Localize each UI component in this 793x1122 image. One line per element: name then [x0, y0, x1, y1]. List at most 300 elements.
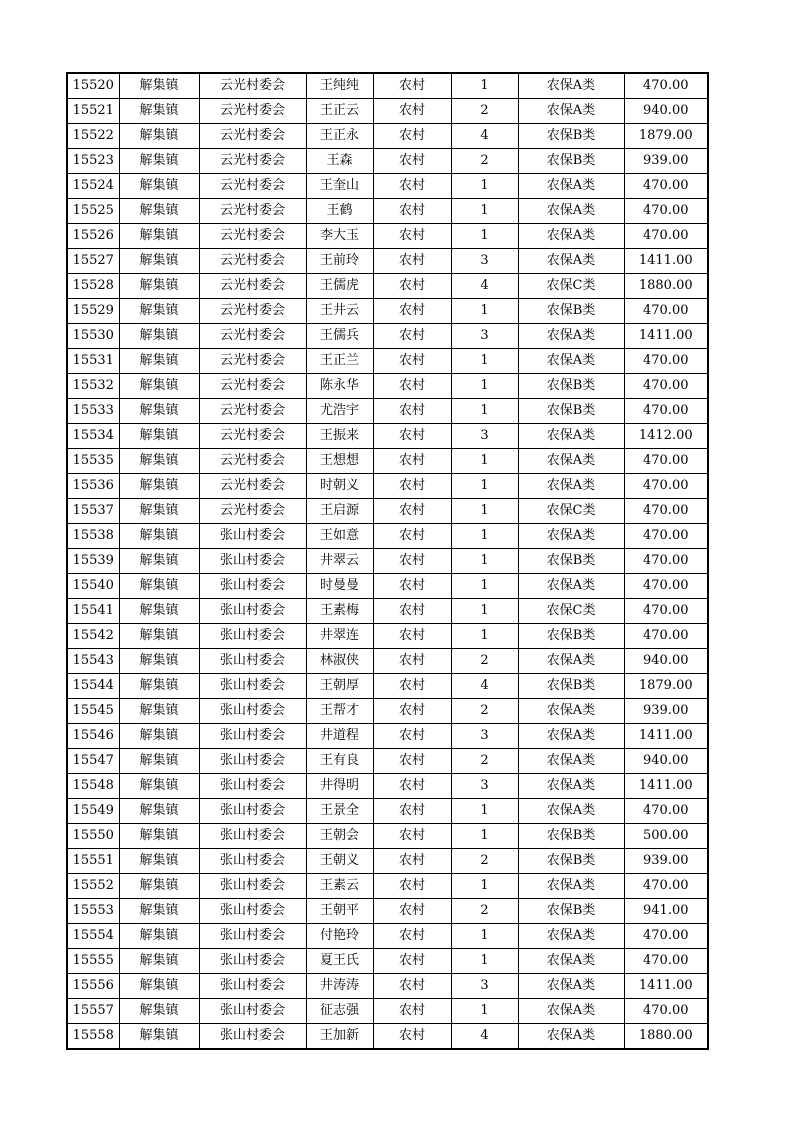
household-size-cell: 1: [451, 799, 518, 824]
insurance-category-cell: 农保A类: [518, 724, 624, 749]
village-committee-cell: 张山村委会: [199, 674, 306, 699]
household-size-cell: 1: [451, 474, 518, 499]
village-committee-cell: 张山村委会: [199, 624, 306, 649]
household-size-cell: 2: [451, 649, 518, 674]
residence-type-cell: 农村: [373, 949, 451, 974]
household-size-cell: 1: [451, 599, 518, 624]
town-cell: 解集镇: [119, 124, 199, 149]
person-name-cell: 王想想: [306, 449, 373, 474]
person-name-cell: 王素梅: [306, 599, 373, 624]
household-size-cell: 4: [451, 674, 518, 699]
village-committee-cell: 云光村委会: [199, 73, 306, 99]
village-committee-cell: 云光村委会: [199, 399, 306, 424]
table-row: [67, 224, 708, 249]
residence-type-cell: 农村: [373, 174, 451, 199]
household-size-cell: 2: [451, 899, 518, 924]
amount-cell: 470.00: [624, 949, 708, 974]
town-cell: 解集镇: [119, 574, 199, 599]
table-row: [67, 449, 708, 474]
record-number-cell: 15521: [67, 99, 119, 124]
record-number-cell: 15548: [67, 774, 119, 799]
amount-cell: 470.00: [624, 73, 708, 99]
town-cell: 解集镇: [119, 649, 199, 674]
insurance-category-cell: 农保A类: [518, 924, 624, 949]
town-cell: 解集镇: [119, 799, 199, 824]
residence-type-cell: 农村: [373, 824, 451, 849]
residence-type-cell: 农村: [373, 449, 451, 474]
town-cell: 解集镇: [119, 599, 199, 624]
village-committee-cell: 张山村委会: [199, 549, 306, 574]
town-cell: 解集镇: [119, 374, 199, 399]
table-row: [67, 824, 708, 849]
person-name-cell: 王鹤: [306, 199, 373, 224]
table-row: [67, 649, 708, 674]
village-committee-cell: 云光村委会: [199, 274, 306, 299]
insurance-category-cell: 农保A类: [518, 774, 624, 799]
town-cell: 解集镇: [119, 1024, 199, 1050]
village-committee-cell: 张山村委会: [199, 824, 306, 849]
amount-cell: 470.00: [624, 299, 708, 324]
record-number-cell: 15550: [67, 824, 119, 849]
amount-cell: 1411.00: [624, 249, 708, 274]
town-cell: 解集镇: [119, 974, 199, 999]
record-number-cell: 15536: [67, 474, 119, 499]
insurance-category-cell: 农保A类: [518, 174, 624, 199]
insurance-category-cell: 农保A类: [518, 999, 624, 1024]
insurance-category-cell: 农保A类: [518, 649, 624, 674]
person-name-cell: 王景全: [306, 799, 373, 824]
table-row: [67, 724, 708, 749]
insurance-category-cell: 农保C类: [518, 599, 624, 624]
residence-type-cell: 农村: [373, 374, 451, 399]
amount-cell: 470.00: [624, 999, 708, 1024]
village-committee-cell: 张山村委会: [199, 974, 306, 999]
person-name-cell: 井得明: [306, 774, 373, 799]
table-row: [67, 174, 708, 199]
residence-type-cell: 农村: [373, 699, 451, 724]
insurance-category-cell: 农保A类: [518, 73, 624, 99]
amount-cell: 470.00: [624, 524, 708, 549]
household-size-cell: 2: [451, 699, 518, 724]
insurance-category-cell: 农保A类: [518, 449, 624, 474]
town-cell: 解集镇: [119, 699, 199, 724]
household-size-cell: 1: [451, 924, 518, 949]
table-row: [67, 124, 708, 149]
person-name-cell: 征志强: [306, 999, 373, 1024]
household-size-cell: 1: [451, 999, 518, 1024]
amount-cell: 470.00: [624, 574, 708, 599]
amount-cell: 941.00: [624, 899, 708, 924]
record-number-cell: 15546: [67, 724, 119, 749]
household-size-cell: 1: [451, 524, 518, 549]
town-cell: 解集镇: [119, 774, 199, 799]
insurance-category-cell: 农保B类: [518, 124, 624, 149]
amount-cell: 470.00: [624, 799, 708, 824]
town-cell: 解集镇: [119, 73, 199, 99]
insurance-category-cell: 农保A类: [518, 324, 624, 349]
household-size-cell: 1: [451, 449, 518, 474]
household-size-cell: 3: [451, 249, 518, 274]
record-number-cell: 15552: [67, 874, 119, 899]
village-committee-cell: 云光村委会: [199, 449, 306, 474]
town-cell: 解集镇: [119, 199, 199, 224]
table-row: [67, 699, 708, 724]
person-name-cell: 陈永华: [306, 374, 373, 399]
town-cell: 解集镇: [119, 824, 199, 849]
residence-type-cell: 农村: [373, 649, 451, 674]
amount-cell: 470.00: [624, 874, 708, 899]
amount-cell: 1411.00: [624, 724, 708, 749]
household-size-cell: 4: [451, 274, 518, 299]
table-row: [67, 999, 708, 1024]
village-committee-cell: 云光村委会: [199, 349, 306, 374]
household-size-cell: 2: [451, 99, 518, 124]
household-size-cell: 4: [451, 124, 518, 149]
village-committee-cell: 张山村委会: [199, 924, 306, 949]
record-number-cell: 15556: [67, 974, 119, 999]
amount-cell: 470.00: [624, 499, 708, 524]
person-name-cell: 井道程: [306, 724, 373, 749]
record-number-cell: 15530: [67, 324, 119, 349]
household-size-cell: 2: [451, 749, 518, 774]
person-name-cell: 王森: [306, 149, 373, 174]
village-committee-cell: 云光村委会: [199, 374, 306, 399]
residence-type-cell: 农村: [373, 199, 451, 224]
town-cell: 解集镇: [119, 749, 199, 774]
village-committee-cell: 云光村委会: [199, 299, 306, 324]
household-size-cell: 1: [451, 73, 518, 99]
person-name-cell: 林淑侠: [306, 649, 373, 674]
town-cell: 解集镇: [119, 474, 199, 499]
record-number-cell: 15549: [67, 799, 119, 824]
table-row: [67, 949, 708, 974]
village-committee-cell: 张山村委会: [199, 1024, 306, 1050]
table-row: [67, 199, 708, 224]
household-size-cell: 1: [451, 349, 518, 374]
amount-cell: 470.00: [624, 174, 708, 199]
person-name-cell: 王儒虎: [306, 274, 373, 299]
household-size-cell: 1: [451, 549, 518, 574]
village-committee-cell: 张山村委会: [199, 574, 306, 599]
village-committee-cell: 张山村委会: [199, 699, 306, 724]
town-cell: 解集镇: [119, 899, 199, 924]
residence-type-cell: 农村: [373, 474, 451, 499]
table-row: [67, 249, 708, 274]
residence-type-cell: 农村: [373, 499, 451, 524]
residence-type-cell: 农村: [373, 399, 451, 424]
amount-cell: 939.00: [624, 699, 708, 724]
insurance-category-cell: 农保B类: [518, 624, 624, 649]
amount-cell: 470.00: [624, 374, 708, 399]
table-row: [67, 1024, 708, 1050]
record-number-cell: 15539: [67, 549, 119, 574]
town-cell: 解集镇: [119, 224, 199, 249]
person-name-cell: 李大玉: [306, 224, 373, 249]
town-cell: 解集镇: [119, 924, 199, 949]
person-name-cell: 时曼曼: [306, 574, 373, 599]
residence-type-cell: 农村: [373, 1024, 451, 1050]
residence-type-cell: 农村: [373, 224, 451, 249]
amount-cell: 1411.00: [624, 974, 708, 999]
residence-type-cell: 农村: [373, 899, 451, 924]
town-cell: 解集镇: [119, 724, 199, 749]
table-row: [67, 149, 708, 174]
household-size-cell: 3: [451, 774, 518, 799]
residence-type-cell: 农村: [373, 724, 451, 749]
table-row: [67, 899, 708, 924]
village-committee-cell: 张山村委会: [199, 999, 306, 1024]
village-committee-cell: 云光村委会: [199, 99, 306, 124]
residence-type-cell: 农村: [373, 73, 451, 99]
amount-cell: 1880.00: [624, 1024, 708, 1050]
town-cell: 解集镇: [119, 624, 199, 649]
amount-cell: 939.00: [624, 149, 708, 174]
residence-type-cell: 农村: [373, 974, 451, 999]
record-number-cell: 15557: [67, 999, 119, 1024]
insurance-category-cell: 农保C类: [518, 274, 624, 299]
residence-type-cell: 农村: [373, 774, 451, 799]
village-committee-cell: 云光村委会: [199, 249, 306, 274]
person-name-cell: 王启源: [306, 499, 373, 524]
amount-cell: 470.00: [624, 599, 708, 624]
insurance-category-cell: 农保A类: [518, 524, 624, 549]
amount-cell: 470.00: [624, 349, 708, 374]
household-size-cell: 3: [451, 424, 518, 449]
insurance-category-cell: 农保A类: [518, 474, 624, 499]
record-number-cell: 15555: [67, 949, 119, 974]
residence-type-cell: 农村: [373, 849, 451, 874]
insurance-category-cell: 农保A类: [518, 699, 624, 724]
insurance-category-cell: 农保A类: [518, 874, 624, 899]
person-name-cell: 王正兰: [306, 349, 373, 374]
village-committee-cell: 云光村委会: [199, 224, 306, 249]
table-row: [67, 474, 708, 499]
subsidy-roster-table: [66, 72, 709, 1050]
household-size-cell: 2: [451, 849, 518, 874]
record-number-cell: 15525: [67, 199, 119, 224]
town-cell: 解集镇: [119, 874, 199, 899]
person-name-cell: 王纯纯: [306, 73, 373, 99]
table-row: [67, 349, 708, 374]
table-row: [67, 324, 708, 349]
amount-cell: 1411.00: [624, 774, 708, 799]
insurance-category-cell: 农保A类: [518, 349, 624, 374]
table-row: [67, 574, 708, 599]
town-cell: 解集镇: [119, 999, 199, 1024]
record-number-cell: 15527: [67, 249, 119, 274]
household-size-cell: 1: [451, 574, 518, 599]
household-size-cell: 2: [451, 149, 518, 174]
amount-cell: 940.00: [624, 749, 708, 774]
village-committee-cell: 张山村委会: [199, 874, 306, 899]
insurance-category-cell: 农保B类: [518, 374, 624, 399]
residence-type-cell: 农村: [373, 799, 451, 824]
table-row: [67, 99, 708, 124]
table-row: [67, 674, 708, 699]
household-size-cell: 1: [451, 399, 518, 424]
person-name-cell: 王正永: [306, 124, 373, 149]
record-number-cell: 15535: [67, 449, 119, 474]
town-cell: 解集镇: [119, 849, 199, 874]
record-number-cell: 15534: [67, 424, 119, 449]
person-name-cell: 王儒兵: [306, 324, 373, 349]
amount-cell: 939.00: [624, 849, 708, 874]
town-cell: 解集镇: [119, 274, 199, 299]
table-row: [67, 73, 708, 99]
town-cell: 解集镇: [119, 449, 199, 474]
person-name-cell: 王朝厚: [306, 674, 373, 699]
village-committee-cell: 张山村委会: [199, 799, 306, 824]
person-name-cell: 井涛涛: [306, 974, 373, 999]
person-name-cell: 王加新: [306, 1024, 373, 1050]
household-size-cell: 3: [451, 724, 518, 749]
amount-cell: 940.00: [624, 99, 708, 124]
household-size-cell: 3: [451, 974, 518, 999]
insurance-category-cell: 农保A类: [518, 1024, 624, 1050]
residence-type-cell: 农村: [373, 349, 451, 374]
record-number-cell: 15553: [67, 899, 119, 924]
household-size-cell: 4: [451, 1024, 518, 1050]
record-number-cell: 15538: [67, 524, 119, 549]
person-name-cell: 王帮才: [306, 699, 373, 724]
person-name-cell: 王振来: [306, 424, 373, 449]
residence-type-cell: 农村: [373, 549, 451, 574]
residence-type-cell: 农村: [373, 99, 451, 124]
town-cell: 解集镇: [119, 424, 199, 449]
residence-type-cell: 农村: [373, 574, 451, 599]
person-name-cell: 付艳玲: [306, 924, 373, 949]
village-committee-cell: 张山村委会: [199, 899, 306, 924]
town-cell: 解集镇: [119, 149, 199, 174]
roster-body: [67, 73, 708, 1049]
village-committee-cell: 云光村委会: [199, 499, 306, 524]
table-row: [67, 549, 708, 574]
residence-type-cell: 农村: [373, 749, 451, 774]
residence-type-cell: 农村: [373, 599, 451, 624]
village-committee-cell: 云光村委会: [199, 174, 306, 199]
insurance-category-cell: 农保B类: [518, 824, 624, 849]
household-size-cell: 1: [451, 224, 518, 249]
record-number-cell: 15558: [67, 1024, 119, 1050]
town-cell: 解集镇: [119, 674, 199, 699]
record-number-cell: 15541: [67, 599, 119, 624]
household-size-cell: 1: [451, 874, 518, 899]
table-row: [67, 974, 708, 999]
residence-type-cell: 农村: [373, 924, 451, 949]
village-committee-cell: 张山村委会: [199, 849, 306, 874]
amount-cell: 1411.00: [624, 324, 708, 349]
record-number-cell: 15529: [67, 299, 119, 324]
record-number-cell: 15532: [67, 374, 119, 399]
village-committee-cell: 云光村委会: [199, 324, 306, 349]
amount-cell: 470.00: [624, 449, 708, 474]
table-row: [67, 874, 708, 899]
town-cell: 解集镇: [119, 949, 199, 974]
insurance-category-cell: 农保A类: [518, 224, 624, 249]
insurance-category-cell: 农保B类: [518, 899, 624, 924]
amount-cell: 470.00: [624, 199, 708, 224]
amount-cell: 470.00: [624, 549, 708, 574]
residence-type-cell: 农村: [373, 274, 451, 299]
person-name-cell: 夏王氏: [306, 949, 373, 974]
record-number-cell: 15522: [67, 124, 119, 149]
household-size-cell: 1: [451, 824, 518, 849]
person-name-cell: 王朝平: [306, 899, 373, 924]
household-size-cell: 1: [451, 499, 518, 524]
village-committee-cell: 云光村委会: [199, 149, 306, 174]
residence-type-cell: 农村: [373, 124, 451, 149]
person-name-cell: 王井云: [306, 299, 373, 324]
town-cell: 解集镇: [119, 324, 199, 349]
table-row: [67, 599, 708, 624]
record-number-cell: 15520: [67, 73, 119, 99]
table-row: [67, 399, 708, 424]
household-size-cell: 1: [451, 299, 518, 324]
residence-type-cell: 农村: [373, 874, 451, 899]
person-name-cell: 王前玲: [306, 249, 373, 274]
amount-cell: 1879.00: [624, 674, 708, 699]
record-number-cell: 15533: [67, 399, 119, 424]
record-number-cell: 15524: [67, 174, 119, 199]
insurance-category-cell: 农保B类: [518, 299, 624, 324]
village-committee-cell: 张山村委会: [199, 774, 306, 799]
residence-type-cell: 农村: [373, 249, 451, 274]
table-row: [67, 749, 708, 774]
household-size-cell: 1: [451, 374, 518, 399]
village-committee-cell: 云光村委会: [199, 199, 306, 224]
record-number-cell: 15542: [67, 624, 119, 649]
amount-cell: 470.00: [624, 924, 708, 949]
record-number-cell: 15554: [67, 924, 119, 949]
town-cell: 解集镇: [119, 174, 199, 199]
amount-cell: 1879.00: [624, 124, 708, 149]
town-cell: 解集镇: [119, 349, 199, 374]
insurance-category-cell: 农保A类: [518, 949, 624, 974]
insurance-category-cell: 农保B类: [518, 849, 624, 874]
table-row: [67, 299, 708, 324]
record-number-cell: 15523: [67, 149, 119, 174]
household-size-cell: 1: [451, 174, 518, 199]
insurance-category-cell: 农保A类: [518, 199, 624, 224]
person-name-cell: 时朝义: [306, 474, 373, 499]
insurance-category-cell: 农保A类: [518, 424, 624, 449]
record-number-cell: 15545: [67, 699, 119, 724]
person-name-cell: 尤浩宇: [306, 399, 373, 424]
village-committee-cell: 张山村委会: [199, 749, 306, 774]
table-row: [67, 624, 708, 649]
town-cell: 解集镇: [119, 249, 199, 274]
record-number-cell: 15540: [67, 574, 119, 599]
village-committee-cell: 张山村委会: [199, 599, 306, 624]
town-cell: 解集镇: [119, 499, 199, 524]
village-committee-cell: 云光村委会: [199, 424, 306, 449]
record-number-cell: 15551: [67, 849, 119, 874]
insurance-category-cell: 农保A类: [518, 799, 624, 824]
town-cell: 解集镇: [119, 524, 199, 549]
record-number-cell: 15547: [67, 749, 119, 774]
record-number-cell: 15526: [67, 224, 119, 249]
insurance-category-cell: 农保B类: [518, 549, 624, 574]
residence-type-cell: 农村: [373, 624, 451, 649]
table-row: [67, 524, 708, 549]
village-committee-cell: 张山村委会: [199, 524, 306, 549]
town-cell: 解集镇: [119, 99, 199, 124]
town-cell: 解集镇: [119, 549, 199, 574]
residence-type-cell: 农村: [373, 149, 451, 174]
residence-type-cell: 农村: [373, 524, 451, 549]
person-name-cell: 王如意: [306, 524, 373, 549]
residence-type-cell: 农村: [373, 999, 451, 1024]
